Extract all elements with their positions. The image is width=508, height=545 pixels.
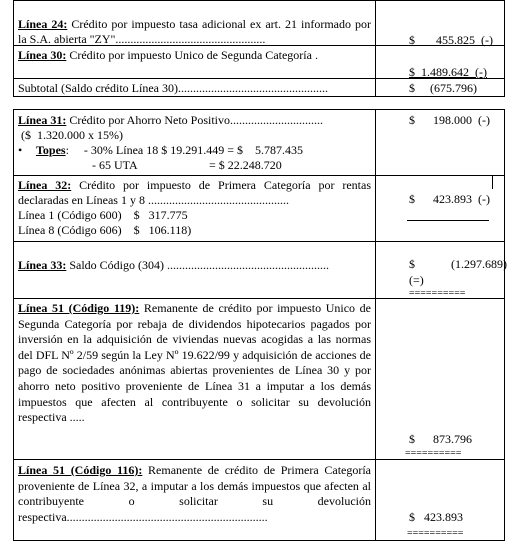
linea-24-text: Crédito por impuesto tasa adicional ex art. 21 informado por la S.A. abierta "ZY".................................................. xyxy=(18,17,371,46)
linea-33-label: Línea 33: xyxy=(18,258,67,272)
topes-line-1: : - 30% Línea 18 $ 19.291.449 = $ 5.787.435 xyxy=(65,143,303,157)
linea-51-116-amount: $ 423.893 xyxy=(409,510,463,524)
linea-33-sign: (=) xyxy=(409,273,424,287)
subtotal-description xyxy=(13,78,376,97)
linea-32-text: Crédito por impuesto de Primera Categoría por rentas declaradas en Líneas 1 y 8 ............................................... xyxy=(18,178,371,207)
linea-24-label: Línea 24: xyxy=(18,17,68,31)
linea-30-label: Línea 30: xyxy=(18,48,67,62)
row-linea-31 xyxy=(13,109,505,176)
linea-32-line-8: Línea 8 (Código 606) $ 106.118) xyxy=(18,223,192,237)
subtotal-text: Subtotal (Saldo crédito Línea 30).................................................. xyxy=(18,81,328,95)
linea-31-amount: $ 198.000 (-) xyxy=(409,113,490,127)
linea-31-description xyxy=(13,109,376,176)
linea-32-rule xyxy=(407,220,489,221)
linea-51-119-description xyxy=(13,298,376,460)
linea-31-label: Línea 31: xyxy=(18,113,67,127)
linea-30-text: Crédito por impuesto Unico de Segunda Categoría . xyxy=(66,48,318,62)
linea-33-text: Saldo Código (304) ...................................................... xyxy=(66,258,330,272)
row-linea-51-119 xyxy=(13,298,505,460)
row-linea-33 xyxy=(13,241,505,299)
linea-30-description xyxy=(13,45,376,79)
linea-51-116-label: Línea 51 (Código 116): xyxy=(18,463,143,477)
linea-33-amount: $ (1.297.689) xyxy=(409,257,507,271)
row-linea-24 xyxy=(13,0,505,46)
linea-32-amount: $ 423.893 (-) xyxy=(409,192,490,206)
linea-30-amount: $ 1.489.642 (-) xyxy=(409,65,487,79)
topes-bullet: • xyxy=(18,143,23,157)
linea-33-amount-cell xyxy=(375,241,505,299)
linea-24-description xyxy=(13,0,376,46)
topes-label: Topes xyxy=(36,143,66,157)
linea-51-116-text: Remanente de crédito de Primera Categoría proveniente de Línea 32, a imputar a los demás impuestos que afecten al contribuyente o solicitar su devolución respectiva................................................................... xyxy=(18,463,372,524)
margin-marker xyxy=(492,175,493,189)
linea-32-description xyxy=(13,175,376,242)
linea-32-label: Línea 32: xyxy=(18,178,72,192)
linea-51-119-double-rule: ========== xyxy=(405,448,462,459)
linea-31-amount-cell xyxy=(375,109,505,176)
linea-31-text: Crédito por Ahorro Neto Positivo............................... xyxy=(66,113,324,127)
linea-51-119-amount-cell xyxy=(375,298,505,460)
linea-51-119-amount: $ 873.796 xyxy=(409,432,472,446)
row-linea-32 xyxy=(13,175,505,242)
linea-33-double-rule: ========== xyxy=(409,288,466,299)
row-subtotal xyxy=(13,78,505,97)
row-linea-30 xyxy=(13,45,505,79)
linea-32-line-1: Línea 1 (Código 600) $ 317.775 xyxy=(18,208,188,222)
subtotal-amount: $ (675.796) xyxy=(409,81,477,95)
linea-51-116-double-rule: ========== xyxy=(407,528,464,539)
linea-32-amount-cell xyxy=(375,175,505,242)
linea-51-116-description xyxy=(13,459,376,541)
row-linea-51-116 xyxy=(13,459,505,541)
linea-24-amount: $ 455.825 (-) xyxy=(409,33,493,47)
topes-line-2: - 65 UTA = $ 22.248.720 xyxy=(92,158,282,172)
linea-51-119-label: Línea 51 (Código 119): xyxy=(18,301,140,315)
linea-24-amount-cell xyxy=(375,0,505,46)
linea-31-calc: ($ 1.320.000 x 15%) xyxy=(18,128,123,142)
linea-51-116-amount-cell xyxy=(375,459,505,541)
linea-33-description xyxy=(13,241,376,299)
subtotal-amount-cell xyxy=(375,78,505,97)
linea-30-amount-cell xyxy=(375,45,505,79)
linea-51-119-text: Remanente de crédito por impuesto Unico de Segunda Categoría por rebaja de dividendos hipotecarios pagados por inversión en la adquisición de viviendas nuevas acogidas a las normas del DFL Nº 2/59 según la Ley Nº 19.622/99 y adquisición de acciones de pago de sociedades anónimas abiertas provenientes de Línea 30 y por ahorro neto positivo proveniente de Línea 31 a imputar a los demás impuestos que afecten al contribuyente o solicitar su devolución respectiva ..... xyxy=(18,301,372,425)
